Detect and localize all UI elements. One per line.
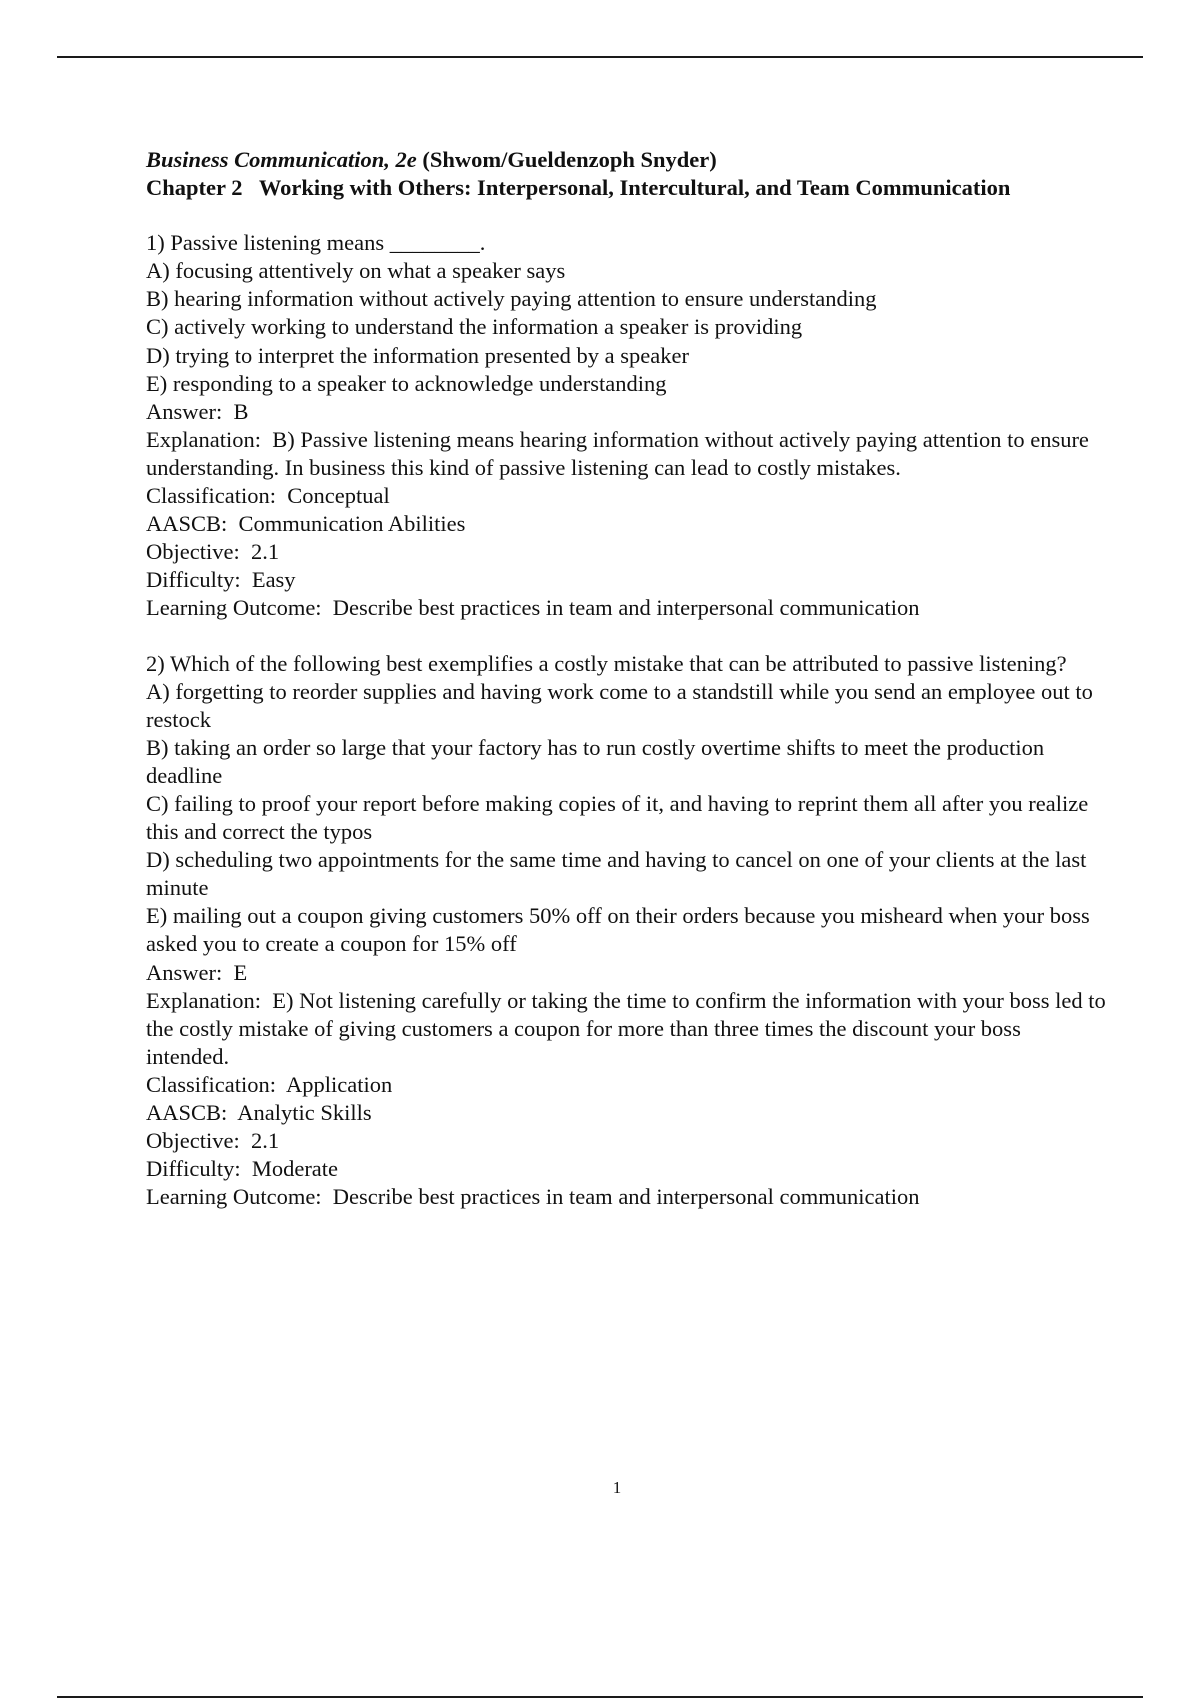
bottom-rule xyxy=(57,1696,1143,1698)
option-c: C) failing to proof your report before making copies of it, and having to reprint them all after you realize this and correct the typos xyxy=(146,790,1089,845)
book-title: Business Communication, 2e xyxy=(146,147,417,172)
answer: Answer: E xyxy=(146,959,248,985)
page-number: 1 xyxy=(612,1478,622,1497)
authors: (Shwom/Gueldenzoph Snyder) xyxy=(422,147,717,172)
option-d: D) scheduling two appointments for the same time and having to cancel on one of your clients at the last minute xyxy=(146,847,1087,901)
objective: Objective: 2.1 xyxy=(146,1128,280,1154)
objective: Objective: 2.1 xyxy=(146,539,280,565)
classification: Classification: Conceptual xyxy=(146,483,390,509)
option-d: D) trying to interpret the information presented by a speaker xyxy=(146,342,689,368)
option-a: A) focusing attentively on what a speaker says xyxy=(146,258,566,284)
question-prompt: 2) Which of the following best exemplifies a costly mistake that can be attributed to passive listening? xyxy=(146,650,1067,676)
aascb: AASCB: Communication Abilities xyxy=(146,511,466,537)
classification: Classification: Application xyxy=(146,1071,393,1097)
explanation: Explanation: B) Passive listening means hearing information without actively paying attention to ensure understanding. In business this kind of passive listening can lead to costly mistakes. xyxy=(146,426,1095,480)
question-1 xyxy=(146,229,1106,622)
top-rule xyxy=(57,56,1143,58)
option-a: A) forgetting to reorder supplies and having work come to a standstill while you send an employee out to restock xyxy=(146,678,1093,732)
answer: Answer: B xyxy=(146,398,249,424)
difficulty: Difficulty: Easy xyxy=(146,567,296,593)
document-body xyxy=(146,146,1112,1211)
learning-outcome: Learning Outcome: Describe best practices in team and interpersonal communication xyxy=(146,595,920,621)
option-e: E) mailing out a coupon giving customers 50% off on their orders because you misheard when your boss asked you to create a coupon for 15% off xyxy=(146,903,1090,957)
option-b: B) hearing information without actively paying attention to ensure understanding xyxy=(146,286,877,312)
option-b: B) taking an order so large that your factory has to run costly overtime shifts to meet the production deadline xyxy=(146,734,1045,788)
question-prompt: 1) Passive listening means ________. xyxy=(146,230,486,256)
option-c: C) actively working to understand the information a speaker is providing xyxy=(146,314,803,340)
document-header xyxy=(146,146,1106,202)
option-e: E) responding to a speaker to acknowledge understanding xyxy=(146,370,667,396)
difficulty: Difficulty: Moderate xyxy=(146,1156,339,1182)
aascb: AASCB: Analytic Skills xyxy=(146,1100,372,1125)
chapter-title: Chapter 2 Working with Others: Interpersonal, Intercultural, and Team Communication xyxy=(146,175,1011,201)
question-2 xyxy=(146,650,1112,1212)
explanation: Explanation: E) Not listening carefully or taking the time to confirm the information with your boss led to the costly mistake of giving customers a coupon for more than three times the discount your boss intended. xyxy=(146,987,1112,1069)
learning-outcome: Learning Outcome: Describe best practices in team and interpersonal communication xyxy=(146,1184,920,1210)
